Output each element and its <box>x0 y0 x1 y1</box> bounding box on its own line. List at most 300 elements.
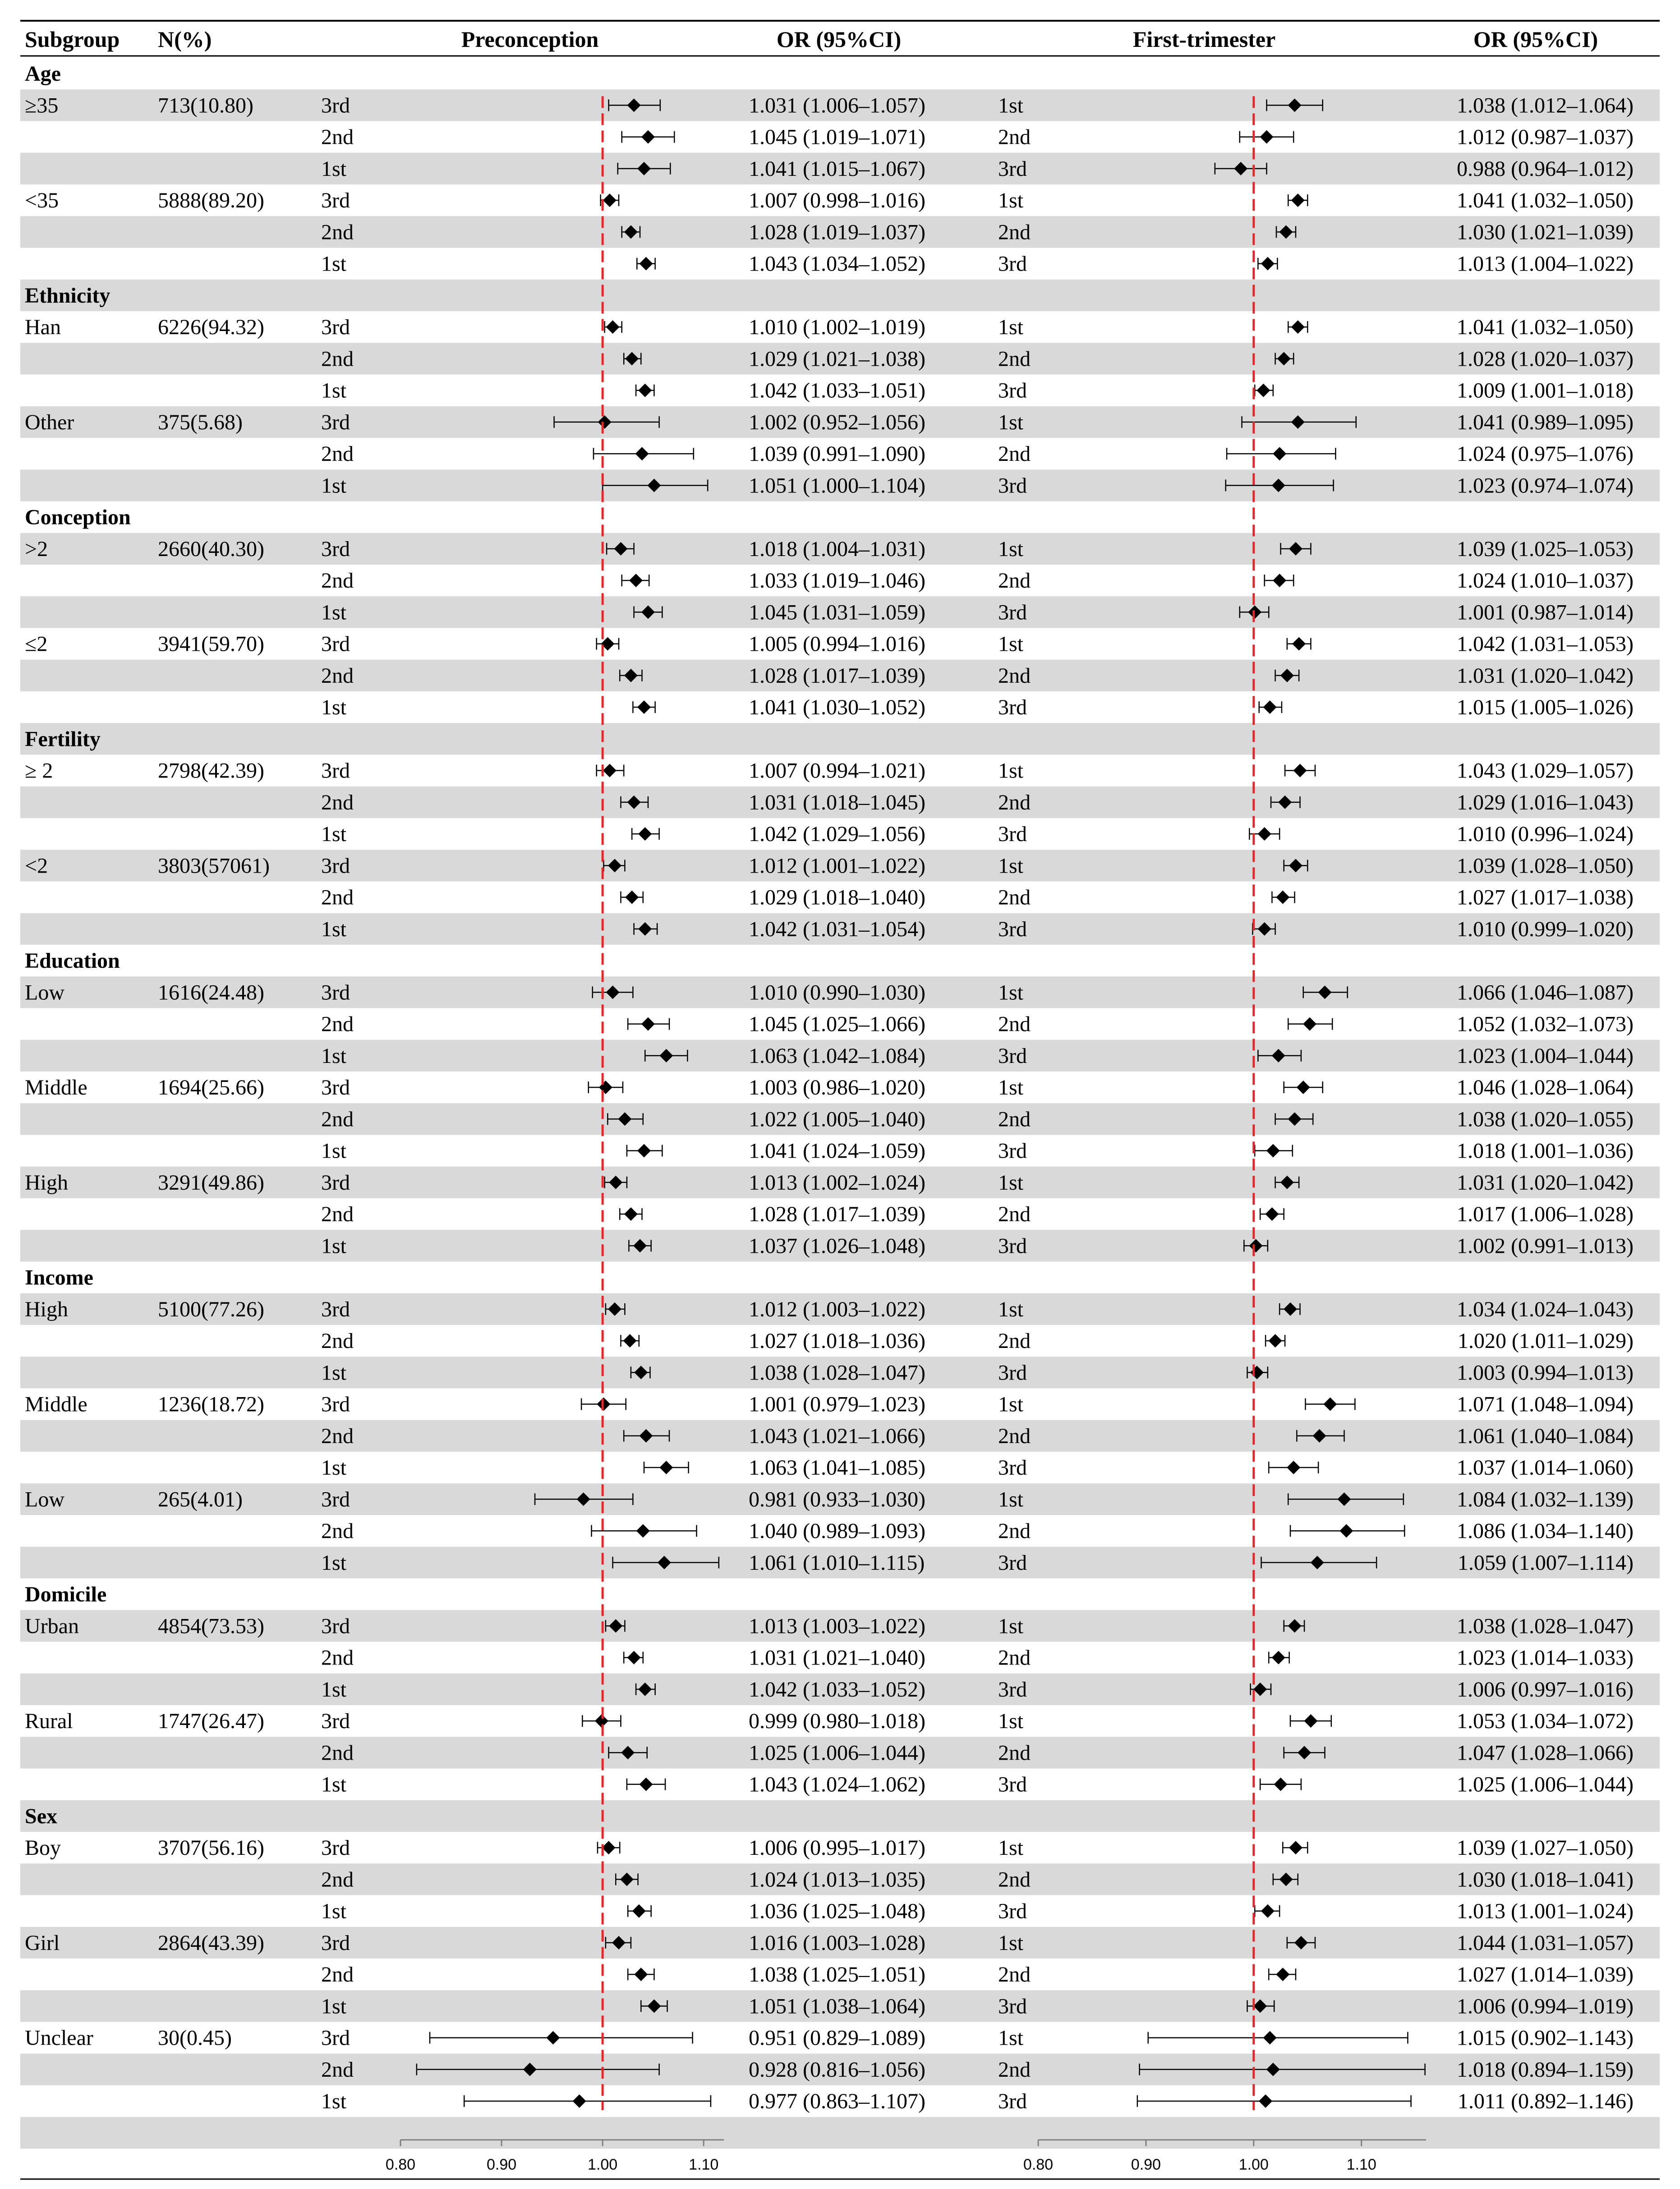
preconception-period-label: 1st <box>321 600 347 625</box>
preconception-or-diamond <box>641 130 655 144</box>
preconception-period-label: 2nd <box>321 1646 354 1670</box>
preconception-x-tick-label: 1.00 <box>588 2156 618 2173</box>
preconception-or-diamond <box>624 1207 638 1221</box>
first-trimester-or-ci-text: 1.043 (1.029–1.057) <box>1457 759 1634 783</box>
header-first-trimester: First-trimester <box>1132 27 1276 52</box>
preconception-period-label: 3rd <box>321 93 350 118</box>
preconception-or-ci-text: 1.042 (1.033–1.051) <box>749 378 925 403</box>
preconception-or-ci-text: 1.003 (0.986–1.020) <box>749 1076 925 1100</box>
first-trimester-or-ci-text: 1.084 (1.032–1.139) <box>1457 1487 1634 1512</box>
subgroup-label: Girl <box>25 1931 60 1955</box>
preconception-period-label: 3rd <box>321 1487 350 1512</box>
first-trimester-or-ci-text: 1.020 (1.011–1.029) <box>1457 1329 1634 1353</box>
preconception-or-diamond <box>659 1461 673 1474</box>
first-trimester-or-diamond <box>1289 1841 1303 1854</box>
first-trimester-or-ci-text: 1.011 (0.892–1.146) <box>1457 2089 1634 2114</box>
preconception-period-label: 3rd <box>321 537 350 561</box>
preconception-or-ci-text: 1.063 (1.041–1.085) <box>749 1456 925 1480</box>
subgroup-n-percent: 4854(73.53) <box>158 1614 264 1638</box>
preconception-period-label: 3rd <box>321 315 350 340</box>
first-trimester-or-diamond <box>1263 2031 1277 2045</box>
first-trimester-or-ci-text: 1.029 (1.016–1.043) <box>1457 790 1634 814</box>
preconception-or-ci-text: 1.010 (0.990–1.030) <box>749 980 925 1005</box>
first-trimester-or-ci-text: 1.046 (1.028–1.064) <box>1457 1076 1634 1100</box>
first-trimester-or-diamond <box>1291 320 1305 334</box>
first-trimester-or-ci-text: 1.053 (1.034–1.072) <box>1457 1709 1634 1734</box>
first-trimester-or-ci-text: 1.030 (1.018–1.041) <box>1457 1867 1634 1892</box>
subgroup-label: Unclear <box>25 2026 93 2050</box>
first-trimester-or-diamond <box>1303 1017 1316 1031</box>
preconception-or-ci-text: 1.001 (0.979–1.023) <box>749 1392 925 1416</box>
subgroup-n-percent: 1236(18.72) <box>158 1392 264 1416</box>
first-trimester-or-diamond <box>1258 827 1271 841</box>
subgroup-n-percent: 5888(89.20) <box>158 189 264 213</box>
first-trimester-or-diamond <box>1273 447 1286 460</box>
preconception-or-diamond <box>639 257 653 271</box>
preconception-or-diamond <box>637 1144 651 1158</box>
header-left-or: OR (95%CI) <box>776 27 902 52</box>
first-trimester-or-ci-text: 1.015 (0.902–1.143) <box>1457 2026 1634 2050</box>
group-label: Age <box>25 62 61 86</box>
preconception-or-ci-text: 1.038 (1.028–1.047) <box>749 1361 925 1385</box>
first-trimester-or-diamond <box>1291 193 1305 207</box>
first-trimester-period-label: 1st <box>998 632 1024 656</box>
subgroup-n-percent: 1747(26.47) <box>158 1709 264 1734</box>
first-trimester-or-ci-text: 1.031 (1.020–1.042) <box>1457 1170 1634 1195</box>
preconception-or-ci-text: 1.041 (1.030–1.052) <box>749 695 925 720</box>
first-trimester-or-ci-text: 1.071 (1.048–1.094) <box>1457 1392 1634 1416</box>
preconception-period-label: 2nd <box>321 442 354 466</box>
first-trimester-period-label: 1st <box>998 93 1024 118</box>
preconception-or-ci-text: 1.039 (0.991–1.090) <box>749 442 925 466</box>
header-n-percent: N(%) <box>158 27 212 52</box>
first-trimester-period-label: 2nd <box>998 1424 1031 1448</box>
preconception-or-ci-text: 0.951 (0.829–1.089) <box>749 2026 925 2050</box>
group-label: Fertility <box>25 727 101 751</box>
preconception-or-ci-text: 1.043 (1.034–1.052) <box>749 252 925 276</box>
first-trimester-or-diamond <box>1260 130 1273 144</box>
preconception-period-label: 1st <box>321 1994 347 2019</box>
preconception-or-ci-text: 0.928 (0.816–1.056) <box>749 2057 925 2082</box>
preconception-or-ci-text: 1.033 (1.019–1.046) <box>749 569 925 593</box>
first-trimester-period-label: 3rd <box>998 1139 1027 1163</box>
preconception-period-label: 1st <box>321 1044 347 1068</box>
preconception-or-ci-text: 1.013 (1.002–1.024) <box>749 1170 925 1195</box>
first-trimester-or-ci-text: 1.038 (1.028–1.047) <box>1457 1614 1634 1638</box>
preconception-period-label: 1st <box>321 1361 347 1385</box>
first-trimester-or-diamond <box>1257 384 1270 397</box>
first-trimester-or-ci-text: 1.023 (1.014–1.033) <box>1457 1646 1634 1670</box>
subgroup-n-percent: 2864(43.39) <box>158 1931 264 1955</box>
first-trimester-or-ci-text: 1.034 (1.024–1.043) <box>1457 1297 1634 1321</box>
preconception-period-label: 2nd <box>321 1202 354 1227</box>
first-trimester-or-ci-text: 1.013 (1.001–1.024) <box>1457 1899 1634 1923</box>
first-trimester-or-ci-text: 1.024 (0.975–1.076) <box>1457 442 1634 466</box>
subgroup-label: <35 <box>25 189 59 213</box>
preconception-or-diamond <box>603 193 617 207</box>
preconception-period-label: 1st <box>321 252 347 276</box>
preconception-period-label: 2nd <box>321 569 354 593</box>
first-trimester-or-ci-text: 1.037 (1.014–1.060) <box>1457 1456 1634 1480</box>
first-trimester-period-label: 3rd <box>998 1899 1027 1923</box>
preconception-or-ci-text: 1.018 (1.004–1.031) <box>749 537 925 561</box>
preconception-period-label: 1st <box>321 156 347 181</box>
group-label: Conception <box>25 505 131 529</box>
first-trimester-or-diamond <box>1266 1144 1280 1158</box>
preconception-period-label: 1st <box>321 822 347 846</box>
preconception-or-diamond <box>627 1651 641 1665</box>
first-trimester-or-ci-text: 1.002 (0.991–1.013) <box>1457 1234 1634 1258</box>
preconception-period-label: 3rd <box>321 1297 350 1321</box>
preconception-or-ci-text: 1.036 (1.025–1.048) <box>749 1899 925 1923</box>
first-trimester-period-label: 2nd <box>998 569 1031 593</box>
first-trimester-or-ci-text: 1.023 (1.004–1.044) <box>1457 1044 1634 1068</box>
preconception-or-ci-text: 1.031 (1.018–1.045) <box>749 790 925 814</box>
subgroup-n-percent: 265(4.01) <box>158 1487 243 1512</box>
row-shade <box>20 2117 1660 2148</box>
first-trimester-period-label: 3rd <box>998 1772 1027 1797</box>
first-trimester-or-ci-text: 1.013 (1.004–1.022) <box>1457 252 1634 276</box>
preconception-or-ci-text: 1.029 (1.021–1.038) <box>749 347 925 371</box>
first-trimester-period-label: 1st <box>998 2026 1024 2050</box>
first-trimester-period-label: 1st <box>998 1931 1024 1955</box>
subgroup-n-percent: 3291(49.86) <box>158 1170 264 1195</box>
header-preconception: Preconception <box>461 27 599 52</box>
first-trimester-or-ci-text: 1.010 (0.996–1.024) <box>1457 822 1634 846</box>
preconception-period-label: 3rd <box>321 980 350 1005</box>
first-trimester-x-tick-label: 0.90 <box>1131 2156 1161 2173</box>
first-trimester-or-ci-text: 1.012 (0.987–1.037) <box>1457 125 1634 149</box>
preconception-period-label: 1st <box>321 1899 347 1923</box>
preconception-or-ci-text: 1.043 (1.024–1.062) <box>749 1772 925 1797</box>
preconception-period-label: 3rd <box>321 1836 350 1860</box>
preconception-or-diamond <box>606 320 620 334</box>
header-subgroup: Subgroup <box>25 27 120 52</box>
preconception-period-label: 1st <box>321 917 347 941</box>
subgroup-label: ≥ 2 <box>25 759 53 783</box>
first-trimester-period-label: 1st <box>998 1836 1024 1860</box>
preconception-or-ci-text: 1.042 (1.033–1.052) <box>749 1677 925 1702</box>
preconception-or-ci-text: 1.002 (0.952–1.056) <box>749 410 925 434</box>
first-trimester-or-ci-text: 1.061 (1.040–1.084) <box>1457 1424 1634 1448</box>
preconception-or-ci-text: 1.022 (1.005–1.040) <box>749 1107 925 1131</box>
first-trimester-or-ci-text: 1.001 (0.987–1.014) <box>1457 600 1634 625</box>
first-trimester-period-label: 1st <box>998 189 1024 213</box>
first-trimester-or-diamond <box>1269 1334 1282 1347</box>
preconception-or-diamond <box>602 1841 616 1854</box>
first-trimester-period-label: 2nd <box>998 442 1031 466</box>
preconception-or-ci-text: 1.041 (1.015–1.067) <box>749 156 925 181</box>
first-trimester-period-label: 3rd <box>998 1994 1027 2019</box>
first-trimester-or-diamond <box>1273 574 1286 587</box>
subgroup-n-percent: 713(10.80) <box>158 93 253 118</box>
first-trimester-period-label: 3rd <box>998 695 1027 720</box>
group-label: Education <box>25 949 120 973</box>
preconception-or-ci-text: 1.031 (1.006–1.057) <box>749 93 925 118</box>
preconception-or-diamond <box>623 1334 637 1347</box>
first-trimester-period-label: 1st <box>998 1614 1024 1638</box>
first-trimester-period-label: 2nd <box>998 1741 1031 1765</box>
preconception-or-ci-text: 1.063 (1.042–1.084) <box>749 1044 925 1068</box>
first-trimester-or-ci-text: 1.039 (1.028–1.050) <box>1457 854 1634 878</box>
subgroup-n-percent: 6226(94.32) <box>158 315 264 340</box>
preconception-or-ci-text: 1.007 (0.994–1.021) <box>749 759 925 783</box>
preconception-or-ci-text: 1.045 (1.019–1.071) <box>749 125 925 149</box>
preconception-or-ci-text: 1.031 (1.021–1.040) <box>749 1646 925 1670</box>
preconception-period-label: 2nd <box>321 1867 354 1892</box>
preconception-or-ci-text: 1.045 (1.031–1.059) <box>749 600 925 625</box>
first-trimester-or-ci-text: 1.041 (1.032–1.050) <box>1457 189 1634 213</box>
first-trimester-period-label: 1st <box>998 759 1024 783</box>
first-trimester-period-label: 1st <box>998 1076 1024 1100</box>
preconception-or-ci-text: 1.005 (0.994–1.016) <box>749 632 925 656</box>
first-trimester-or-diamond <box>1323 1398 1337 1411</box>
subgroup-label: ≥35 <box>25 93 59 118</box>
preconception-period-label: 3rd <box>321 854 350 878</box>
group-label: Income <box>25 1265 93 1290</box>
first-trimester-or-diamond <box>1292 637 1306 651</box>
subgroup-label: Low <box>25 980 64 1005</box>
subgroup-label: ≤2 <box>25 632 48 656</box>
first-trimester-or-diamond <box>1274 1778 1288 1791</box>
preconception-or-diamond <box>599 1081 612 1094</box>
preconception-or-diamond <box>603 764 617 777</box>
subgroup-n-percent: 2798(42.39) <box>158 759 264 783</box>
preconception-period-label: 1st <box>321 1139 347 1163</box>
first-trimester-or-ci-text: 1.027 (1.014–1.039) <box>1457 1963 1634 1987</box>
subgroup-label: High <box>25 1170 68 1195</box>
subgroup-n-percent: 2660(40.30) <box>158 537 264 561</box>
preconception-period-label: 1st <box>321 1234 347 1258</box>
first-trimester-period-label: 2nd <box>998 1963 1031 1987</box>
first-trimester-x-tick-label: 1.00 <box>1238 2156 1269 2173</box>
preconception-period-label: 3rd <box>321 759 350 783</box>
preconception-x-tick-label: 0.90 <box>486 2156 517 2173</box>
preconception-or-diamond <box>632 1904 646 1918</box>
group-label: Sex <box>25 1804 57 1828</box>
first-trimester-period-label: 1st <box>998 1392 1024 1416</box>
first-trimester-or-ci-text: 1.027 (1.017–1.038) <box>1457 885 1634 910</box>
subgroup-label: Middle <box>25 1392 87 1416</box>
subgroup-label: Rural <box>25 1709 73 1734</box>
first-trimester-x-tick-label: 0.80 <box>1023 2156 1054 2173</box>
first-trimester-period-label: 2nd <box>998 1329 1031 1353</box>
preconception-or-ci-text: 1.013 (1.003–1.022) <box>749 1614 925 1638</box>
first-trimester-period-label: 2nd <box>998 790 1031 814</box>
preconception-or-ci-text: 1.043 (1.021–1.066) <box>749 1424 925 1448</box>
preconception-or-diamond <box>641 1017 655 1031</box>
first-trimester-period-label: 2nd <box>998 1519 1031 1543</box>
preconception-or-ci-text: 1.051 (1.038–1.064) <box>749 1994 925 2019</box>
preconception-or-ci-text: 1.042 (1.031–1.054) <box>749 917 925 941</box>
preconception-or-ci-text: 1.016 (1.003–1.028) <box>749 1931 925 1955</box>
first-trimester-or-ci-text: 1.028 (1.020–1.037) <box>1457 347 1634 371</box>
first-trimester-period-label: 2nd <box>998 1012 1031 1036</box>
first-trimester-or-ci-text: 1.052 (1.032–1.073) <box>1457 1012 1634 1036</box>
preconception-or-ci-text: 1.028 (1.019–1.037) <box>749 220 925 244</box>
preconception-or-diamond <box>635 447 649 460</box>
preconception-period-label: 1st <box>321 695 347 720</box>
preconception-or-diamond <box>638 827 652 841</box>
first-trimester-period-label: 3rd <box>998 1677 1027 1702</box>
subgroup-n-percent: 375(5.68) <box>158 410 243 434</box>
preconception-or-ci-text: 1.051 (1.000–1.104) <box>749 474 925 498</box>
preconception-or-diamond <box>638 384 652 397</box>
preconception-or-ci-text: 0.981 (0.933–1.030) <box>749 1487 925 1512</box>
first-trimester-or-ci-text: 1.031 (1.020–1.042) <box>1457 663 1634 688</box>
group-label: Domicile <box>25 1582 107 1607</box>
first-trimester-period-label: 1st <box>998 315 1024 340</box>
preconception-x-tick-label: 0.80 <box>385 2156 416 2173</box>
first-trimester-period-label: 2nd <box>998 347 1031 371</box>
first-trimester-or-ci-text: 1.010 (0.999–1.020) <box>1457 917 1634 941</box>
first-trimester-or-ci-text: 1.015 (1.005–1.026) <box>1457 695 1634 720</box>
preconception-period-label: 3rd <box>321 1931 350 1955</box>
first-trimester-or-ci-text: 1.018 (0.894–1.159) <box>1457 2057 1634 2082</box>
preconception-or-ci-text: 1.040 (0.989–1.093) <box>749 1519 925 1543</box>
first-trimester-or-diamond <box>1276 891 1289 904</box>
first-trimester-or-ci-text: 1.047 (1.028–1.066) <box>1457 1741 1634 1765</box>
preconception-or-diamond <box>637 700 651 714</box>
first-trimester-or-diamond <box>1276 1968 1289 1981</box>
first-trimester-period-label: 3rd <box>998 1044 1027 1068</box>
preconception-or-ci-text: 1.027 (1.018–1.036) <box>749 1329 925 1353</box>
preconception-period-label: 3rd <box>321 1392 350 1416</box>
first-trimester-or-diamond <box>1259 2094 1272 2108</box>
first-trimester-period-label: 3rd <box>998 1234 1027 1258</box>
preconception-or-ci-text: 1.041 (1.024–1.059) <box>749 1139 925 1163</box>
first-trimester-or-ci-text: 1.003 (0.994–1.013) <box>1457 1361 1634 1385</box>
first-trimester-period-label: 3rd <box>998 822 1027 846</box>
first-trimester-period-label: 2nd <box>998 663 1031 688</box>
first-trimester-or-ci-text: 1.009 (1.001–1.018) <box>1457 378 1634 403</box>
first-trimester-or-ci-text: 1.038 (1.012–1.064) <box>1457 93 1634 118</box>
first-trimester-or-ci-text: 1.066 (1.046–1.087) <box>1457 980 1634 1005</box>
subgroup-n-percent: 5100(77.26) <box>158 1297 264 1321</box>
first-trimester-or-diamond <box>1297 1081 1310 1094</box>
first-trimester-period-label: 3rd <box>998 378 1027 403</box>
subgroup-label: Urban <box>25 1614 79 1638</box>
first-trimester-or-diamond <box>1265 1207 1279 1221</box>
first-trimester-period-label: 3rd <box>998 917 1027 941</box>
header-right-or: OR (95%CI) <box>1473 27 1598 52</box>
first-trimester-or-ci-text: 1.006 (0.997–1.016) <box>1457 1677 1634 1702</box>
first-trimester-or-ci-text: 1.042 (1.031–1.053) <box>1457 632 1634 656</box>
first-trimester-period-label: 2nd <box>998 885 1031 910</box>
preconception-period-label: 2nd <box>321 220 354 244</box>
subgroup-n-percent: 3941(59.70) <box>158 632 264 656</box>
first-trimester-or-diamond <box>1261 257 1275 271</box>
first-trimester-period-label: 1st <box>998 537 1024 561</box>
first-trimester-or-ci-text: 1.086 (1.034–1.140) <box>1457 1519 1634 1543</box>
preconception-period-label: 1st <box>321 1456 347 1480</box>
preconception-or-diamond <box>546 2031 560 2045</box>
preconception-period-label: 1st <box>321 1550 347 1575</box>
first-trimester-period-label: 3rd <box>998 1456 1027 1480</box>
preconception-period-label: 3rd <box>321 632 350 656</box>
preconception-period-label: 2nd <box>321 1519 354 1543</box>
first-trimester-or-ci-text: 1.039 (1.025–1.053) <box>1457 537 1634 561</box>
preconception-period-label: 2nd <box>321 2057 354 2082</box>
preconception-or-ci-text: 0.999 (0.980–1.018) <box>749 1709 925 1734</box>
first-trimester-period-label: 3rd <box>998 474 1027 498</box>
first-trimester-or-ci-text: 1.044 (1.031–1.057) <box>1457 1931 1634 1955</box>
preconception-or-ci-text: 1.010 (1.002–1.019) <box>749 315 925 340</box>
first-trimester-x-tick-label: 1.10 <box>1346 2156 1376 2173</box>
first-trimester-or-diamond <box>1272 1651 1285 1665</box>
preconception-period-label: 3rd <box>321 1076 350 1100</box>
subgroup-label: <2 <box>25 854 48 878</box>
first-trimester-or-ci-text: 0.988 (0.964–1.012) <box>1457 156 1634 181</box>
preconception-or-diamond <box>634 1968 648 1981</box>
preconception-or-diamond <box>625 891 639 904</box>
preconception-period-label: 2nd <box>321 663 354 688</box>
subgroup-label: >2 <box>25 537 48 561</box>
first-trimester-or-ci-text: 1.038 (1.020–1.055) <box>1457 1107 1634 1131</box>
first-trimester-or-ci-text: 1.017 (1.006–1.028) <box>1457 1202 1634 1227</box>
first-trimester-period-label: 1st <box>998 980 1024 1005</box>
first-trimester-period-label: 1st <box>998 410 1024 434</box>
preconception-period-label: 1st <box>321 1772 347 1797</box>
first-trimester-period-label: 1st <box>998 1487 1024 1512</box>
preconception-period-label: 2nd <box>321 125 354 149</box>
group-label: Ethnicity <box>25 283 110 308</box>
preconception-period-label: 3rd <box>321 1614 350 1638</box>
first-trimester-period-label: 3rd <box>998 1550 1027 1575</box>
preconception-period-label: 2nd <box>321 1107 354 1131</box>
preconception-period-label: 2nd <box>321 885 354 910</box>
first-trimester-period-label: 3rd <box>998 600 1027 625</box>
first-trimester-period-label: 1st <box>998 1709 1024 1734</box>
preconception-or-ci-text: 1.045 (1.025–1.066) <box>749 1012 925 1036</box>
preconception-period-label: 3rd <box>321 2026 350 2050</box>
subgroup-label: Other <box>25 410 74 434</box>
preconception-or-ci-text: 1.028 (1.017–1.039) <box>749 1202 925 1227</box>
first-trimester-period-label: 1st <box>998 854 1024 878</box>
preconception-period-label: 2nd <box>321 1329 354 1353</box>
first-trimester-or-diamond <box>1339 1524 1353 1538</box>
first-trimester-or-ci-text: 1.041 (1.032–1.050) <box>1457 315 1634 340</box>
subgroup-n-percent: 30(0.45) <box>158 2026 232 2050</box>
first-trimester-or-ci-text: 1.041 (0.989–1.095) <box>1457 410 1634 434</box>
preconception-or-ci-text: 1.029 (1.018–1.040) <box>749 885 925 910</box>
first-trimester-period-label: 2nd <box>998 1202 1031 1227</box>
preconception-period-label: 3rd <box>321 1709 350 1734</box>
first-trimester-period-label: 1st <box>998 1297 1024 1321</box>
preconception-or-ci-text: 1.042 (1.029–1.056) <box>749 822 925 846</box>
first-trimester-period-label: 3rd <box>998 1361 1027 1385</box>
preconception-period-label: 2nd <box>321 1963 354 1987</box>
preconception-or-ci-text: 1.061 (1.010–1.115) <box>749 1550 925 1575</box>
preconception-or-diamond <box>629 574 643 587</box>
preconception-or-ci-text: 1.024 (1.013–1.035) <box>749 1867 925 1892</box>
preconception-or-ci-text: 1.038 (1.025–1.051) <box>749 1963 925 1987</box>
preconception-x-tick-label: 1.10 <box>689 2156 719 2173</box>
preconception-or-ci-text: 1.037 (1.026–1.048) <box>749 1234 925 1258</box>
first-trimester-or-diamond <box>1261 1904 1275 1918</box>
preconception-period-label: 3rd <box>321 189 350 213</box>
preconception-or-ci-text: 1.006 (0.995–1.017) <box>749 1836 925 1860</box>
first-trimester-or-ci-text: 1.030 (1.021–1.039) <box>1457 220 1634 244</box>
first-trimester-period-label: 2nd <box>998 1867 1031 1892</box>
first-trimester-or-ci-text: 1.006 (0.994–1.019) <box>1457 1994 1634 2019</box>
preconception-or-ci-text: 1.012 (1.001–1.022) <box>749 854 925 878</box>
row-shade <box>20 280 1660 311</box>
first-trimester-or-diamond <box>1263 700 1277 714</box>
preconception-period-label: 1st <box>321 378 347 403</box>
preconception-or-diamond <box>573 2094 586 2108</box>
subgroup-n-percent: 1694(25.66) <box>158 1076 264 1100</box>
